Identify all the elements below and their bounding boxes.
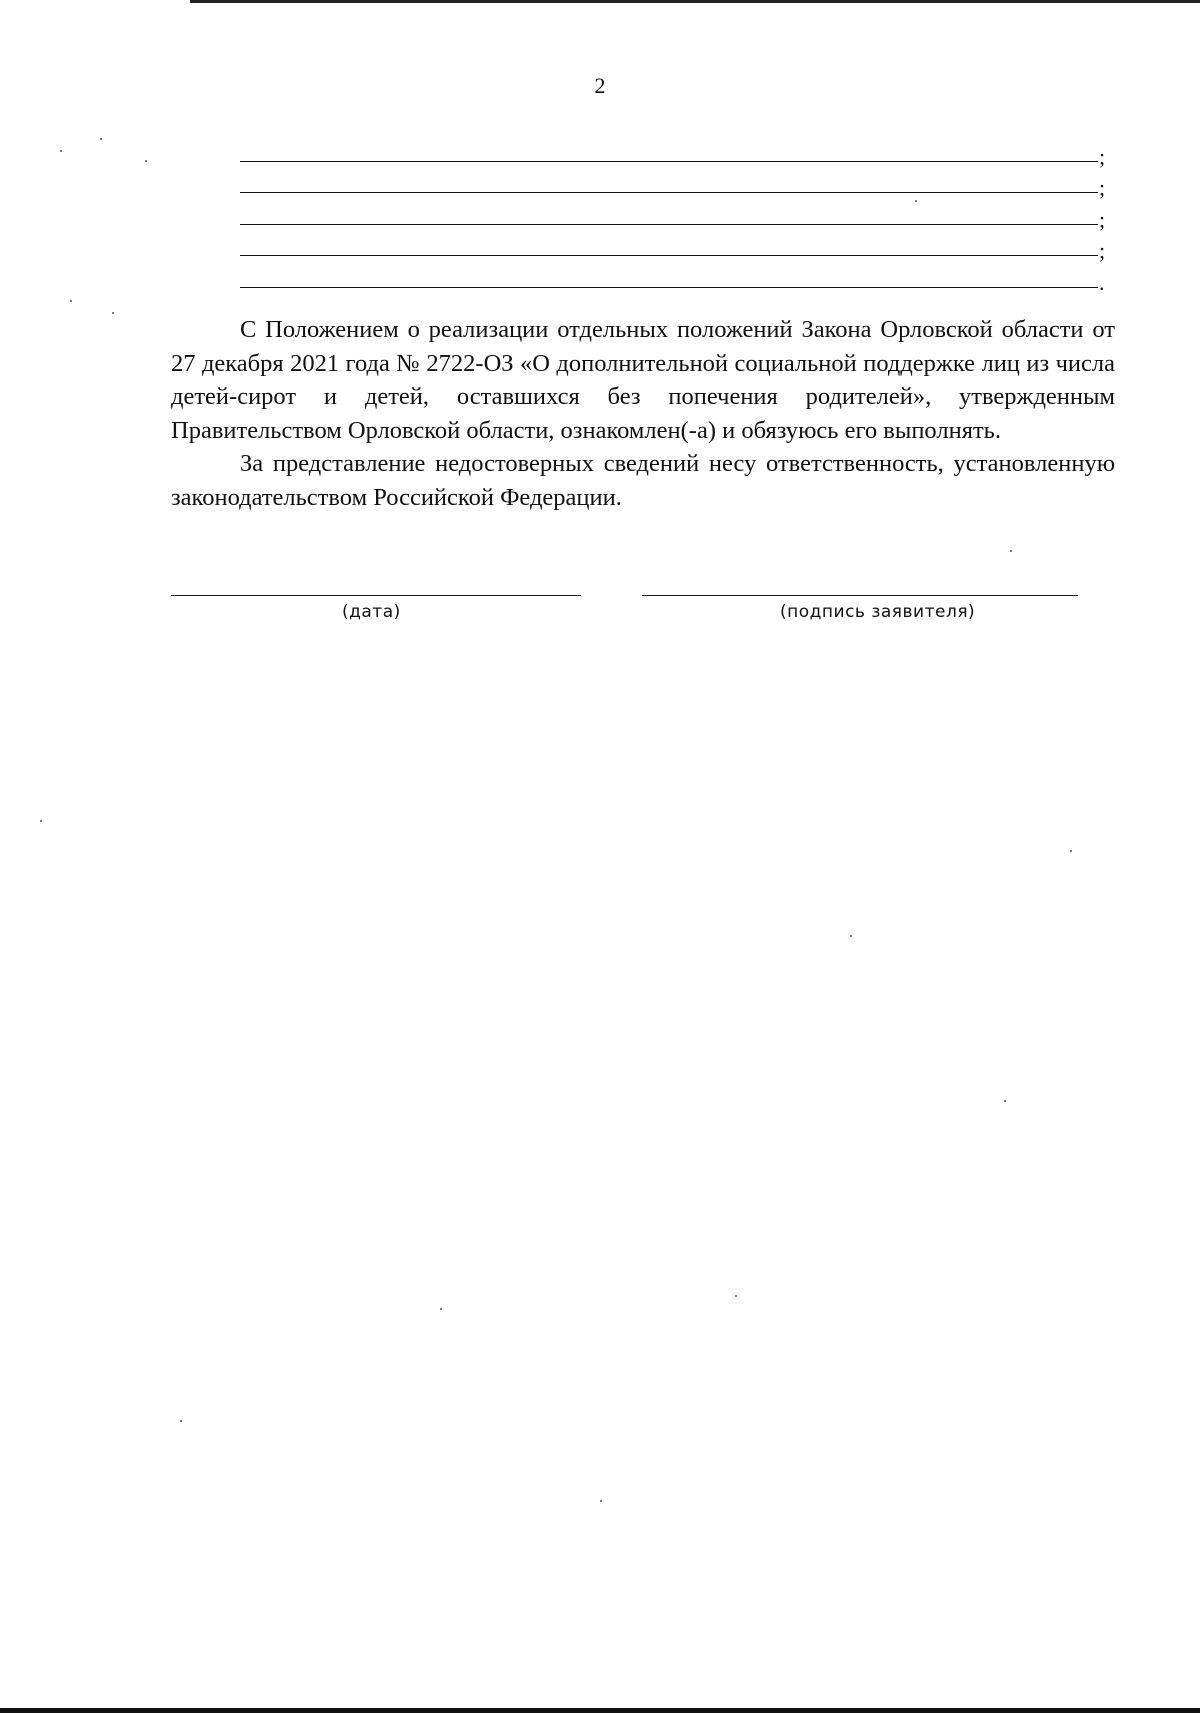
fill-line-end-mark: ; bbox=[1099, 175, 1106, 200]
scan-speck bbox=[60, 150, 62, 152]
statement-text bbox=[171, 313, 1115, 514]
scan-speck bbox=[180, 1420, 182, 1422]
scan-speck bbox=[850, 935, 852, 937]
scan-speck bbox=[735, 1295, 737, 1297]
scan-speck bbox=[100, 138, 102, 140]
scan-speck bbox=[40, 820, 42, 822]
fill-line bbox=[240, 256, 1120, 295]
scan-edge-top bbox=[190, 0, 1200, 3]
signature-line bbox=[642, 595, 1078, 596]
responsibility-paragraph: За представление недостоверных сведений несу ответственность, установленную законодательством Российской Федерации. bbox=[171, 450, 1115, 511]
fill-line bbox=[240, 225, 1120, 263]
scan-speck bbox=[1070, 850, 1072, 852]
scan-speck bbox=[915, 200, 917, 202]
acknowledgement-paragraph: С Положением о реализации отдельных положений Закона Орловской области от 27 декабря 2021 года № 2722-ОЗ «О дополнительной социальной поддержке лиц из числа детей-сирот и детей, оставшихся без попечения родителей», утвержденным Правительством Орловской области, ознакомлен(-а) и обязуюсь его выполнять. bbox=[171, 316, 1115, 444]
scan-speck bbox=[1010, 550, 1012, 552]
fill-line-rule bbox=[240, 287, 1098, 288]
fill-line bbox=[240, 162, 1120, 200]
scan-edge-bottom bbox=[0, 1708, 1200, 1713]
fill-line-end-mark: . bbox=[1099, 269, 1105, 295]
scan-speck bbox=[145, 160, 147, 162]
scan-speck bbox=[112, 312, 114, 314]
date-line bbox=[171, 595, 581, 596]
page-number: 2 bbox=[594, 73, 606, 98]
scan-speck bbox=[600, 1500, 602, 1502]
signature-caption: (подпись заявителя) bbox=[780, 602, 976, 622]
date-caption: (дата) bbox=[342, 602, 401, 622]
scan-speck bbox=[1004, 1100, 1006, 1102]
scan-speck bbox=[70, 300, 72, 302]
fill-line bbox=[240, 130, 1120, 169]
scan-speck bbox=[440, 1308, 442, 1310]
blank-fill-lines bbox=[240, 130, 1120, 295]
fill-line-end-mark: ; bbox=[1099, 238, 1106, 263]
fill-line-end-mark: ; bbox=[1099, 206, 1106, 232]
fill-line-end-mark: ; bbox=[1099, 143, 1106, 169]
fill-line bbox=[240, 193, 1120, 232]
